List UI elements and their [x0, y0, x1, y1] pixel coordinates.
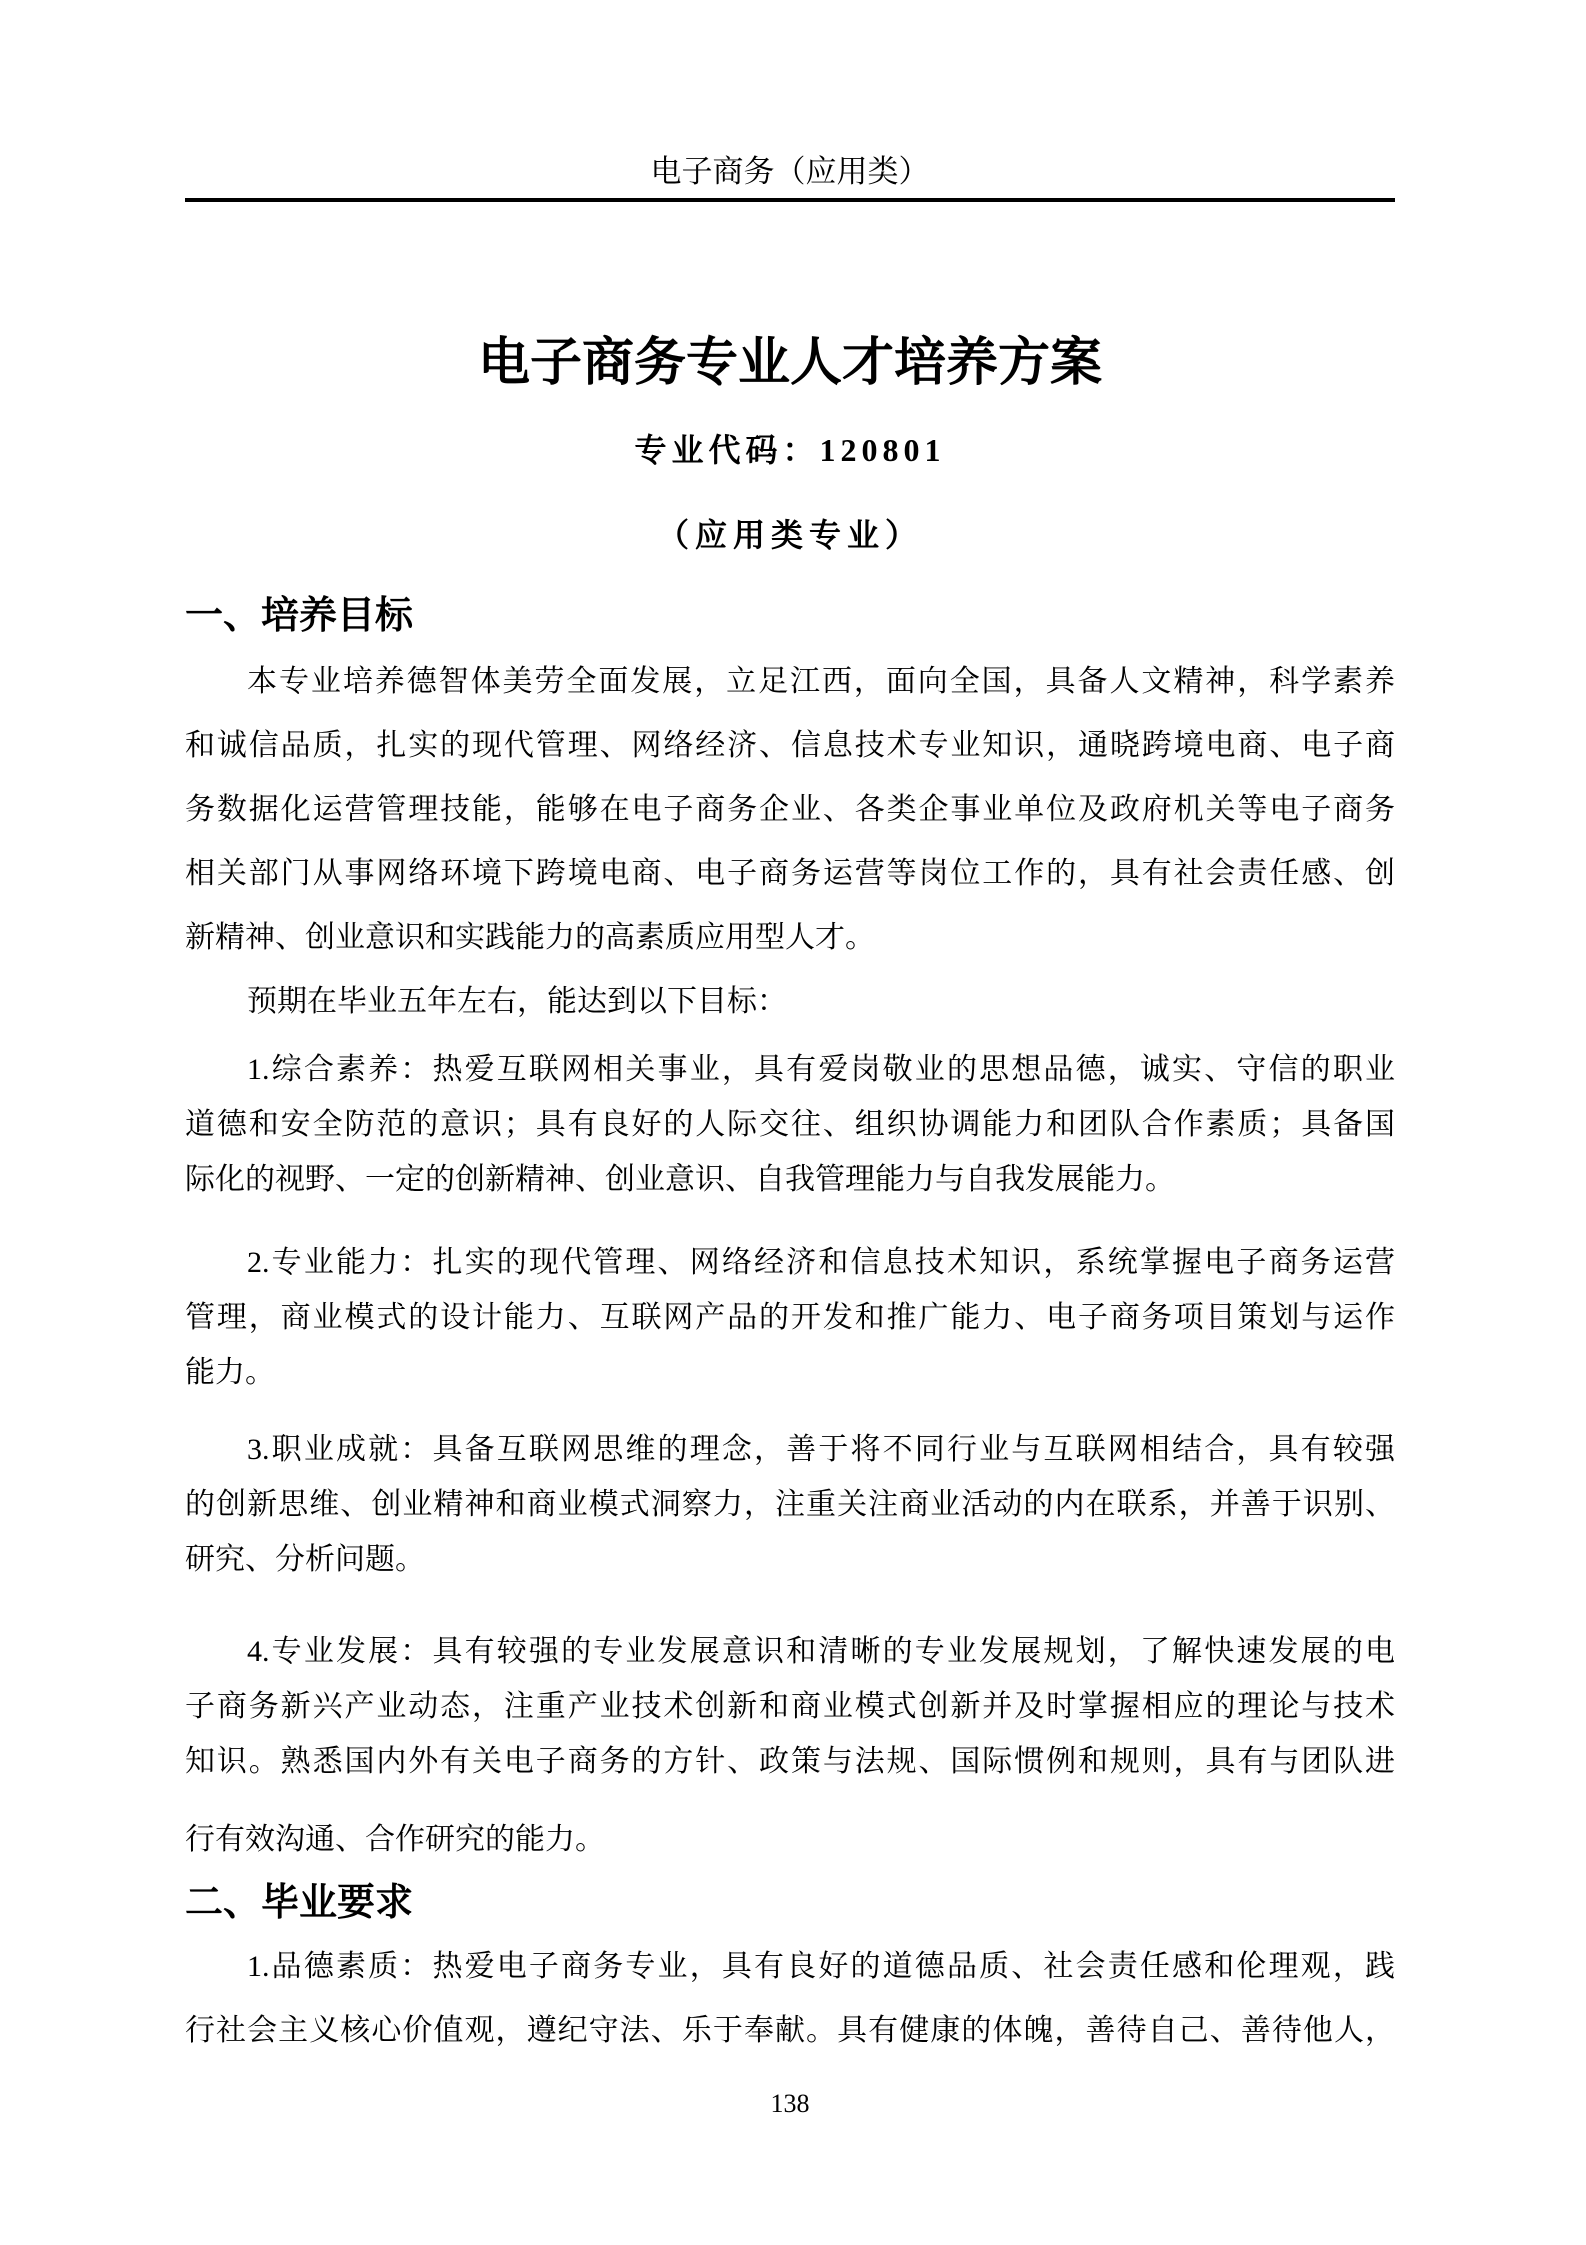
text-line: 相关部门从事网络环境下跨境电商、电子商务运营等岗位工作的，具有社会责任感、创	[185, 857, 1395, 890]
text-line: 务数据化运营管理技能，能够在电子商务企业、各类企事业单位及政府机关等电子商务	[185, 793, 1395, 826]
text-line: 研究、分析问题。	[185, 1543, 425, 1576]
text-line: 子商务新兴产业动态，注重产业技术创新和商业模式创新并及时掌握相应的理论与技术	[185, 1690, 1395, 1723]
text-line: 管理，商业模式的设计能力、互联网产品的开发和推广能力、电子商务项目策划与运作	[185, 1301, 1395, 1334]
page-number: 138	[770, 2089, 810, 2118]
continuation	[185, 1812, 1395, 1867]
text-line: 能力。	[185, 1356, 275, 1389]
text-line: 4.专业发展：具有较强的专业发展意识和清晰的专业发展规划，了解快速发展的电	[247, 1635, 1395, 1668]
paragraph	[185, 970, 1395, 1034]
objective	[185, 1422, 1395, 1587]
section-heading: 二、毕业要求	[185, 1882, 414, 1924]
document-body	[185, 592, 1395, 2063]
text-line: 3.职业成就：具备互联网思维的理念，善于将不同行业与互联网相结合，具有较强	[247, 1433, 1395, 1466]
major-code-line: 专业代码：120801	[634, 432, 946, 468]
text-line: 际化的视野、一定的创新精神、创业意识、自我管理能力与自我发展能力。	[185, 1163, 1175, 1196]
text-line: 道德和安全防范的意识；具有良好的人际交往、组织协调能力和团队合作素质；具备国	[185, 1108, 1395, 1141]
objective	[185, 1042, 1395, 1207]
text-line: 1.品德素质：热爱电子商务专业，具有良好的道德品质、社会责任感和伦理观，践	[247, 1950, 1395, 1983]
category-note: （应用类专业）	[656, 517, 923, 553]
paragraph	[185, 1935, 1395, 2063]
paragraph	[185, 650, 1395, 970]
text-line: 2.专业能力：扎实的现代管理、网络经济和信息技术知识，系统掌握电子商务运营	[247, 1246, 1395, 1279]
running-header-text: 电子商务（应用类）	[650, 154, 930, 189]
text-line: 的创新思维、创业精神和商业模式洞察力，注重关注商业活动的内在联系，并善于识别、	[185, 1488, 1395, 1521]
text-line: 和诚信品质，扎实的现代管理、网络经济、信息技术专业知识，通晓跨境电商、电子商	[185, 729, 1395, 762]
text-line: 预期在毕业五年左右，能达到以下目标：	[247, 985, 787, 1018]
text-line: 行社会主义核心价值观，遵纪守法、乐于奉献。具有健康的体魄，善待自己、善待他人，	[185, 2014, 1395, 2047]
text-line: 知识。熟悉国内外有关电子商务的方针、政策与法规、国际惯例和规则，具有与团队进	[185, 1745, 1395, 1778]
text-line: 新精神、创业意识和实践能力的高素质应用型人才。	[185, 921, 875, 954]
text-line: 1.综合素养：热爱互联网相关事业，具有爱岗敬业的思想品德，诚实、守信的职业	[247, 1053, 1395, 1086]
document-title: 电子商务专业人才培养方案	[477, 335, 1102, 392]
objective	[185, 1235, 1395, 1400]
running-header	[185, 153, 1395, 202]
section-heading: 一、培养目标	[185, 595, 414, 637]
objective	[185, 1624, 1395, 1789]
text-line: 本专业培养德智体美劳全面发展，立足江西，面向全国，具备人文精神，科学素养	[247, 665, 1395, 698]
text-line: 行有效沟通、合作研究的能力。	[185, 1823, 605, 1856]
